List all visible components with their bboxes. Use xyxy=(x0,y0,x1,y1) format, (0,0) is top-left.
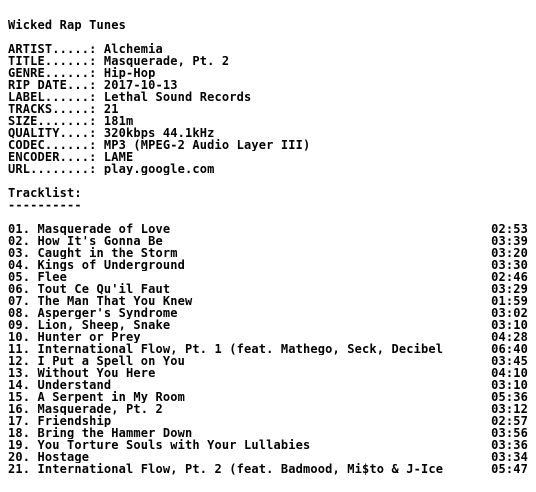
track-duration: 02:46 xyxy=(491,270,528,284)
track-title: 06. Tout Ce Qu'il Faut xyxy=(8,283,171,295)
track-title: 09. Lion, Sheep, Snake xyxy=(8,319,171,331)
track-row xyxy=(8,271,528,283)
track-row xyxy=(8,367,528,379)
info-field-value: Lethal Sound Records xyxy=(103,91,252,103)
track-title: 15. A Serpent in My Room xyxy=(8,391,185,403)
info-field-row xyxy=(8,139,528,151)
info-field-key: CODEC......: xyxy=(8,139,104,151)
info-field-key: LABEL......: xyxy=(8,91,104,103)
track-row xyxy=(8,247,528,259)
info-field-value: 181m xyxy=(103,115,134,127)
info-field-value: Hip-Hop xyxy=(103,67,156,79)
info-field-row xyxy=(8,103,528,115)
release-title: Wicked Rap Tunes xyxy=(8,19,126,31)
nfo-document xyxy=(8,19,528,475)
track-row xyxy=(8,391,528,403)
info-field-key: TRACKS.....: xyxy=(8,103,104,115)
track-title: 21. International Flow, Pt. 2 (feat. Badmood, Mi$to & J-Ice xyxy=(8,463,444,475)
track-row xyxy=(8,331,528,343)
track-duration: 01:59 xyxy=(491,294,528,308)
track-row xyxy=(8,259,528,271)
track-duration: 03:30 xyxy=(491,258,528,272)
track-row xyxy=(8,379,528,391)
track-title: 13. Without You Here xyxy=(8,367,156,379)
track-title: 14. Understand xyxy=(8,379,112,391)
info-field-value: LAME xyxy=(103,151,134,163)
info-field-key: RIP DATE...: xyxy=(8,79,104,91)
track-title: 03. Caught in the Storm xyxy=(8,247,178,259)
info-field-row xyxy=(8,67,528,79)
tracklist-heading: Tracklist: xyxy=(8,187,82,199)
track-duration: 03:34 xyxy=(491,450,528,464)
info-field-key: TITLE......: xyxy=(8,55,104,67)
track-duration: 03:39 xyxy=(491,234,528,248)
track-title: 02. How It's Gonna Be xyxy=(8,235,163,247)
track-duration: 05:47 xyxy=(491,462,528,476)
info-field-value: Masquerade, Pt. 2 xyxy=(103,55,230,67)
tracklist-underline: ---------- xyxy=(8,199,82,211)
track-duration: 03:29 xyxy=(491,282,528,296)
track-row xyxy=(8,427,528,439)
track-title: 05. Flee xyxy=(8,271,67,283)
track-row xyxy=(8,319,528,331)
track-title: 17. Friendship xyxy=(8,415,112,427)
info-field-value: 2017-10-13 xyxy=(103,79,178,91)
release-info-fields xyxy=(8,43,528,175)
info-field-key: GENRE......: xyxy=(8,67,104,79)
info-field-key: ENCODER....: xyxy=(8,151,104,163)
track-duration: 03:10 xyxy=(491,318,528,332)
info-field-row xyxy=(8,127,528,139)
info-field-key: URL........: xyxy=(8,163,104,175)
track-row xyxy=(8,223,528,235)
track-title: 04. Kings of Underground xyxy=(8,259,185,271)
track-title: 10. Hunter or Prey xyxy=(8,331,141,343)
track-row xyxy=(8,403,528,415)
track-duration: 03:56 xyxy=(491,426,528,440)
track-duration: 03:45 xyxy=(491,354,528,368)
track-duration: 03:10 xyxy=(491,378,528,392)
info-field-row xyxy=(8,55,528,67)
track-duration: 02:57 xyxy=(491,414,528,428)
track-title: 01. Masquerade of Love xyxy=(8,223,171,235)
track-duration: 03:20 xyxy=(491,246,528,260)
info-field-row xyxy=(8,43,528,55)
info-field-key: SIZE.......: xyxy=(8,115,104,127)
spacer xyxy=(8,31,528,43)
info-field-value: 320kbps 44.1kHz xyxy=(103,127,215,139)
track-title: 16. Masquerade, Pt. 2 xyxy=(8,403,163,415)
track-row xyxy=(8,451,528,463)
info-field-value: MP3 (MPEG-2 Audio Layer III) xyxy=(103,139,311,151)
track-title: 18. Bring the Hammer Down xyxy=(8,427,193,439)
track-duration: 04:28 xyxy=(491,330,528,344)
track-duration: 04:10 xyxy=(491,366,528,380)
track-row xyxy=(8,355,528,367)
track-row xyxy=(8,439,528,451)
track-duration: 06:40 xyxy=(491,342,528,356)
tracklist xyxy=(8,223,528,475)
info-field-row xyxy=(8,79,528,91)
track-row xyxy=(8,283,528,295)
track-duration: 02:53 xyxy=(491,222,528,236)
info-field-row xyxy=(8,115,528,127)
track-title: 12. I Put a Spell on You xyxy=(8,355,185,367)
track-duration: 03:02 xyxy=(491,306,528,320)
info-field-key: QUALITY....: xyxy=(8,127,104,139)
track-title: 19. You Torture Souls with Your Lullabies xyxy=(8,439,311,451)
info-field-value: Alchemia xyxy=(103,43,163,55)
spacer xyxy=(8,211,528,223)
track-row xyxy=(8,343,528,355)
track-title: 07. The Man That You Knew xyxy=(8,295,193,307)
info-field-row xyxy=(8,163,528,175)
spacer xyxy=(8,175,528,187)
track-duration: 03:36 xyxy=(491,438,528,452)
info-field-value: play.google.com xyxy=(103,163,215,175)
track-title: 11. International Flow, Pt. 1 (feat. Mathego, Seck, Decibel xyxy=(8,343,444,355)
track-title: 20. Hostage xyxy=(8,451,90,463)
track-title: 08. Asperger's Syndrome xyxy=(8,307,178,319)
track-duration: 05:36 xyxy=(491,390,528,404)
info-field-key: ARTIST.....: xyxy=(8,43,104,55)
track-row xyxy=(8,415,528,427)
track-row xyxy=(8,307,528,319)
info-field-row xyxy=(8,151,528,163)
info-field-value: 21 xyxy=(103,103,119,115)
track-duration: 03:12 xyxy=(491,402,528,416)
track-row xyxy=(8,235,528,247)
info-field-row xyxy=(8,91,528,103)
track-row xyxy=(8,463,528,475)
track-row xyxy=(8,295,528,307)
